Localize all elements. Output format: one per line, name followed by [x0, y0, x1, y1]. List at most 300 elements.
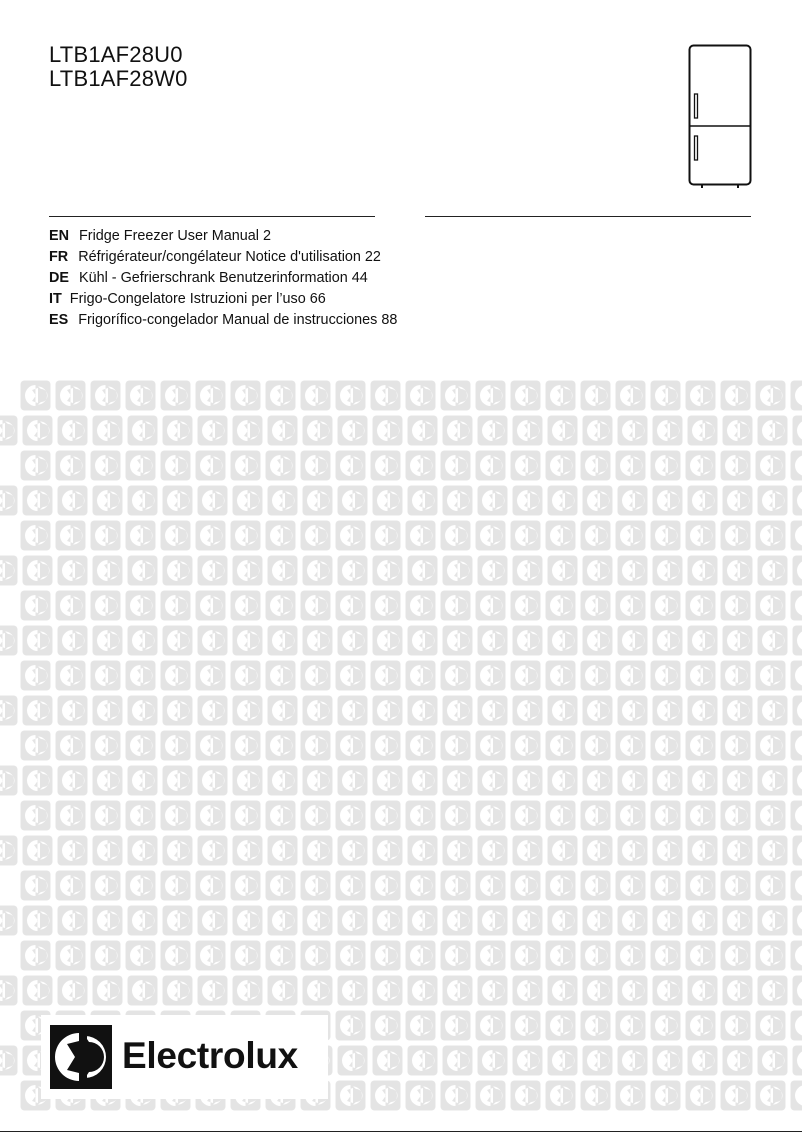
electrolux-pattern-icon: [440, 1010, 471, 1041]
electrolux-pattern-icon: [442, 975, 473, 1006]
electrolux-pattern-icon: [547, 765, 578, 796]
electrolux-pattern-icon: [92, 485, 123, 516]
electrolux-pattern-icon: [722, 555, 753, 586]
electrolux-pattern-icon: [92, 555, 123, 586]
electrolux-pattern-icon: [475, 800, 506, 831]
electrolux-pattern-icon: [790, 1010, 802, 1041]
electrolux-pattern-icon: [405, 520, 436, 551]
electrolux-pattern-icon: [22, 975, 53, 1006]
electrolux-pattern-icon: [125, 450, 156, 481]
electrolux-pattern-icon: [652, 975, 683, 1006]
electrolux-pattern-icon: [232, 625, 263, 656]
electrolux-pattern-icon: [755, 870, 786, 901]
divider-left: [49, 216, 375, 217]
electrolux-pattern-icon: [790, 940, 802, 971]
electrolux-pattern-icon: [477, 485, 508, 516]
electrolux-pattern-icon: [615, 1010, 646, 1041]
electrolux-pattern-icon: [475, 940, 506, 971]
electrolux-pattern-icon: [792, 695, 802, 726]
electrolux-pattern-icon: [335, 800, 366, 831]
electrolux-pattern-icon: [790, 380, 802, 411]
electrolux-pattern-icon: [370, 590, 401, 621]
electrolux-pattern-icon: [127, 905, 158, 936]
electrolux-pattern-icon: [195, 800, 226, 831]
electrolux-pattern-icon: [790, 1080, 802, 1111]
electrolux-pattern-icon: [125, 380, 156, 411]
fridge-freezer-icon: [688, 44, 752, 188]
electrolux-pattern-icon: [405, 660, 436, 691]
electrolux-pattern-icon: [442, 835, 473, 866]
electrolux-pattern-icon: [755, 940, 786, 971]
electrolux-pattern-icon: [0, 415, 18, 446]
language-title: Frigo-Congelatore Istruzioni per l’uso 66: [69, 291, 326, 307]
electrolux-pattern-icon: [615, 660, 646, 691]
electrolux-pattern-icon: [720, 660, 751, 691]
electrolux-pattern-icon: [405, 940, 436, 971]
electrolux-pattern-icon: [90, 450, 121, 481]
electrolux-pattern-icon: [722, 695, 753, 726]
electrolux-pattern-icon: [335, 870, 366, 901]
electrolux-pattern-icon: [127, 695, 158, 726]
electrolux-pattern-icon: [580, 800, 611, 831]
electrolux-pattern-icon: [55, 730, 86, 761]
electrolux-pattern-icon: [267, 485, 298, 516]
electrolux-pattern-icon: [337, 835, 368, 866]
electrolux-pattern-icon: [300, 590, 331, 621]
electrolux-pattern-icon: [722, 765, 753, 796]
electrolux-pattern-icon: [547, 905, 578, 936]
electrolux-pattern-icon: [407, 765, 438, 796]
electrolux-pattern-icon: [615, 380, 646, 411]
electrolux-pattern-icon: [407, 975, 438, 1006]
electrolux-pattern-icon: [792, 555, 802, 586]
electrolux-pattern-icon: [442, 555, 473, 586]
electrolux-pattern-icon: [580, 380, 611, 411]
electrolux-pattern-icon: [792, 905, 802, 936]
electrolux-pattern-icon: [580, 870, 611, 901]
electrolux-pattern-icon: [337, 695, 368, 726]
electrolux-pattern-icon: [440, 800, 471, 831]
divider-right: [425, 216, 751, 217]
electrolux-pattern-icon: [652, 415, 683, 446]
electrolux-pattern-icon: [232, 835, 263, 866]
electrolux-pattern-icon: [405, 590, 436, 621]
electrolux-pattern-icon: [790, 450, 802, 481]
electrolux-pattern-icon: [547, 485, 578, 516]
electrolux-pattern-icon: [267, 625, 298, 656]
electrolux-pattern-icon: [230, 800, 261, 831]
electrolux-pattern-icon: [337, 555, 368, 586]
electrolux-pattern-icon: [582, 695, 613, 726]
electrolux-pattern-icon: [617, 625, 648, 656]
electrolux-pattern-icon: [370, 660, 401, 691]
electrolux-pattern-icon: [160, 800, 191, 831]
electrolux-pattern-icon: [92, 625, 123, 656]
electrolux-pattern-icon: [687, 905, 718, 936]
electrolux-pattern-icon: [265, 520, 296, 551]
electrolux-pattern-icon: [720, 590, 751, 621]
electrolux-pattern-icon: [687, 975, 718, 1006]
electrolux-pattern-icon: [617, 1045, 648, 1076]
electrolux-pattern-icon: [512, 415, 543, 446]
electrolux-pattern-icon: [720, 1080, 751, 1111]
electrolux-pattern-icon: [302, 835, 333, 866]
electrolux-pattern-icon: [440, 730, 471, 761]
electrolux-pattern-icon: [0, 975, 18, 1006]
electrolux-pattern-icon: [722, 485, 753, 516]
electrolux-pattern-icon: [160, 380, 191, 411]
electrolux-pattern-icon: [267, 695, 298, 726]
electrolux-pattern-icon: [650, 1080, 681, 1111]
electrolux-pattern-icon: [545, 730, 576, 761]
electrolux-pattern-icon: [195, 870, 226, 901]
model-number: LTB1AF28W0: [49, 66, 188, 91]
electrolux-pattern-icon: [370, 520, 401, 551]
electrolux-pattern-icon: [512, 765, 543, 796]
electrolux-pattern-icon: [0, 765, 18, 796]
electrolux-pattern-icon: [92, 905, 123, 936]
electrolux-pattern-icon: [580, 730, 611, 761]
electrolux-pattern-icon: [547, 415, 578, 446]
electrolux-pattern-icon: [582, 975, 613, 1006]
electrolux-pattern-icon: [20, 940, 51, 971]
electrolux-pattern-icon: [20, 590, 51, 621]
electrolux-pattern-icon: [475, 520, 506, 551]
electrolux-pattern-icon: [407, 555, 438, 586]
electrolux-pattern-icon: [90, 940, 121, 971]
language-code: ES: [49, 312, 69, 328]
electrolux-pattern-icon: [197, 625, 228, 656]
electrolux-pattern-icon: [650, 730, 681, 761]
electrolux-pattern-icon: [722, 415, 753, 446]
electrolux-pattern-icon: [792, 1045, 802, 1076]
electrolux-pattern-icon: [617, 415, 648, 446]
electrolux-pattern-icon: [127, 555, 158, 586]
electrolux-pattern-icon: [267, 765, 298, 796]
electrolux-pattern-icon: [685, 520, 716, 551]
electrolux-pattern-icon: [757, 975, 788, 1006]
electrolux-pattern-icon: [547, 625, 578, 656]
electrolux-pattern-icon: [195, 520, 226, 551]
electrolux-pattern-icon: [302, 415, 333, 446]
electrolux-pattern-icon: [197, 835, 228, 866]
electrolux-pattern-icon: [20, 870, 51, 901]
electrolux-pattern-icon: [722, 625, 753, 656]
electrolux-pattern-icon: [790, 870, 802, 901]
electrolux-pattern-icon: [232, 975, 263, 1006]
electrolux-pattern-icon: [265, 800, 296, 831]
electrolux-pattern-icon: [720, 940, 751, 971]
electrolux-pattern-icon: [335, 660, 366, 691]
electrolux-pattern-icon: [265, 380, 296, 411]
electrolux-pattern-icon: [475, 590, 506, 621]
electrolux-pattern-icon: [55, 660, 86, 691]
electrolux-pattern-icon: [300, 800, 331, 831]
electrolux-pattern-icon: [300, 940, 331, 971]
electrolux-pattern-icon: [372, 975, 403, 1006]
electrolux-pattern-icon: [477, 625, 508, 656]
electrolux-pattern-icon: [302, 695, 333, 726]
electrolux-pattern-icon: [90, 660, 121, 691]
electrolux-pattern-icon: [230, 380, 261, 411]
electrolux-pattern-icon: [687, 1045, 718, 1076]
electrolux-pattern-icon: [230, 520, 261, 551]
electrolux-pattern-icon: [230, 590, 261, 621]
electrolux-pattern-icon: [125, 800, 156, 831]
electrolux-pattern-icon: [0, 485, 18, 516]
electrolux-pattern-icon: [372, 555, 403, 586]
electrolux-pattern-icon: [442, 905, 473, 936]
electrolux-pattern-icon: [545, 940, 576, 971]
electrolux-pattern-icon: [57, 765, 88, 796]
electrolux-pattern-icon: [650, 870, 681, 901]
electrolux-pattern-icon: [650, 380, 681, 411]
electrolux-pattern-icon: [617, 765, 648, 796]
electrolux-pattern-icon: [617, 905, 648, 936]
electrolux-pattern-icon: [92, 835, 123, 866]
electrolux-pattern-icon: [757, 1045, 788, 1076]
electrolux-pattern-icon: [232, 905, 263, 936]
electrolux-pattern-icon: [335, 520, 366, 551]
electrolux-pattern-icon: [510, 870, 541, 901]
electrolux-pattern-icon: [90, 800, 121, 831]
electrolux-pattern-icon: [615, 870, 646, 901]
electrolux-pattern-icon: [162, 975, 193, 1006]
electrolux-pattern-icon: [265, 660, 296, 691]
electrolux-pattern-icon: [337, 485, 368, 516]
electrolux-pattern-icon: [407, 485, 438, 516]
electrolux-pattern-icon: [650, 450, 681, 481]
electrolux-pattern-icon: [405, 450, 436, 481]
electrolux-pattern-icon: [722, 975, 753, 1006]
electrolux-pattern-icon: [230, 870, 261, 901]
electrolux-pattern-icon: [440, 520, 471, 551]
electrolux-pattern-icon: [372, 905, 403, 936]
electrolux-pattern-icon: [547, 835, 578, 866]
electrolux-pattern-icon: [475, 380, 506, 411]
electrolux-pattern-icon: [57, 415, 88, 446]
electrolux-pattern-icon: [617, 485, 648, 516]
electrolux-pattern-icon: [372, 485, 403, 516]
electrolux-pattern-icon: [510, 660, 541, 691]
electrolux-pattern-icon: [440, 1080, 471, 1111]
electrolux-pattern-icon: [475, 870, 506, 901]
electrolux-pattern-icon: [512, 1045, 543, 1076]
electrolux-pattern-icon: [545, 450, 576, 481]
electrolux-pattern-icon: [370, 730, 401, 761]
electrolux-pattern-icon: [477, 975, 508, 1006]
electrolux-pattern-icon: [127, 625, 158, 656]
electrolux-pattern-icon: [477, 555, 508, 586]
electrolux-pattern-icon: [580, 590, 611, 621]
electrolux-pattern-icon: [442, 765, 473, 796]
electrolux-pattern-icon: [162, 905, 193, 936]
electrolux-pattern-icon: [265, 940, 296, 971]
electrolux-pattern-icon: [685, 800, 716, 831]
language-entry-fr: [49, 247, 397, 268]
electrolux-pattern-icon: [755, 730, 786, 761]
electrolux-pattern-icon: [545, 800, 576, 831]
electrolux-pattern-icon: [160, 730, 191, 761]
electrolux-pattern-icon: [195, 730, 226, 761]
electrolux-pattern-icon: [687, 835, 718, 866]
electrolux-pattern-icon: [197, 555, 228, 586]
electrolux-pattern-icon: [477, 905, 508, 936]
electrolux-pattern-icon: [20, 800, 51, 831]
electrolux-pattern-icon: [790, 590, 802, 621]
electrolux-pattern-icon: [582, 415, 613, 446]
electrolux-pattern-icon: [512, 835, 543, 866]
electrolux-pattern-icon: [757, 415, 788, 446]
electrolux-pattern-icon: [0, 695, 18, 726]
electrolux-pattern-icon: [687, 695, 718, 726]
language-entry-de: [49, 268, 397, 289]
electrolux-pattern-icon: [407, 905, 438, 936]
electrolux-pattern-icon: [337, 625, 368, 656]
electrolux-pattern-icon: [722, 835, 753, 866]
electrolux-pattern-icon: [127, 975, 158, 1006]
electrolux-pattern-icon: [510, 1010, 541, 1041]
electrolux-pattern-icon: [162, 415, 193, 446]
electrolux-pattern-icon: [162, 485, 193, 516]
electrolux-pattern-icon: [57, 555, 88, 586]
electrolux-pattern-icon: [125, 730, 156, 761]
electrolux-pattern-icon: [337, 905, 368, 936]
electrolux-pattern-icon: [440, 940, 471, 971]
electrolux-pattern-icon: [22, 905, 53, 936]
electrolux-pattern-icon: [442, 485, 473, 516]
electrolux-pattern-icon: [792, 485, 802, 516]
language-code: DE: [49, 270, 69, 286]
electrolux-pattern-icon: [127, 765, 158, 796]
electrolux-pattern-icon: [582, 905, 613, 936]
electrolux-pattern-icon: [790, 660, 802, 691]
electrolux-pattern-icon: [440, 380, 471, 411]
electrolux-pattern-icon: [230, 660, 261, 691]
electrolux-pattern-icon: [510, 730, 541, 761]
language-code: EN: [49, 228, 69, 244]
electrolux-pattern-icon: [302, 485, 333, 516]
model-number: LTB1AF28U0: [49, 42, 183, 67]
electrolux-pattern-icon: [580, 660, 611, 691]
electrolux-pattern-icon: [405, 730, 436, 761]
electrolux-pattern-icon: [55, 380, 86, 411]
electrolux-pattern-icon: [757, 695, 788, 726]
electrolux-pattern-icon: [370, 1010, 401, 1041]
electrolux-pattern-icon: [757, 485, 788, 516]
electrolux-pattern-icon: [582, 765, 613, 796]
electrolux-pattern-icon: [230, 730, 261, 761]
electrolux-pattern-icon: [337, 1045, 368, 1076]
electrolux-pattern-icon: [125, 870, 156, 901]
electrolux-pattern-icon: [720, 520, 751, 551]
electrolux-pattern-icon: [57, 485, 88, 516]
electrolux-pattern-icon: [755, 660, 786, 691]
electrolux-pattern-icon: [477, 1045, 508, 1076]
language-code: FR: [49, 249, 69, 265]
electrolux-pattern-icon: [442, 695, 473, 726]
electrolux-pattern-icon: [687, 625, 718, 656]
electrolux-pattern-icon: [582, 485, 613, 516]
electrolux-pattern-icon: [475, 450, 506, 481]
electrolux-pattern-icon: [547, 1045, 578, 1076]
electrolux-pattern-icon: [757, 835, 788, 866]
electrolux-pattern-icon: [475, 660, 506, 691]
electrolux-pattern-icon: [510, 380, 541, 411]
electrolux-pattern-icon: [407, 415, 438, 446]
electrolux-pattern-icon: [267, 975, 298, 1006]
electrolux-pattern-icon: [790, 800, 802, 831]
electrolux-pattern-icon: [0, 905, 18, 936]
electrolux-pattern-icon: [55, 870, 86, 901]
electrolux-pattern-icon: [372, 835, 403, 866]
electrolux-pattern-icon: [195, 450, 226, 481]
electrolux-pattern-icon: [92, 695, 123, 726]
electrolux-pattern-icon: [442, 1045, 473, 1076]
electrolux-pattern-icon: [302, 975, 333, 1006]
electrolux-pattern-icon: [197, 765, 228, 796]
electrolux-pattern-icon: [720, 380, 751, 411]
electrolux-pattern-icon: [197, 905, 228, 936]
electrolux-pattern-icon: [57, 905, 88, 936]
language-entry-es: [49, 310, 397, 331]
language-index: [49, 226, 397, 331]
electrolux-pattern-icon: [20, 380, 51, 411]
electrolux-pattern-icon: [22, 415, 53, 446]
electrolux-pattern-icon: [615, 520, 646, 551]
electrolux-pattern-icon: [475, 1010, 506, 1041]
electrolux-pattern-icon: [195, 380, 226, 411]
electrolux-pattern-icon: [232, 485, 263, 516]
electrolux-pattern-icon: [615, 730, 646, 761]
electrolux-pattern-icon: [265, 590, 296, 621]
electrolux-pattern-icon: [55, 590, 86, 621]
electrolux-pattern-icon: [337, 975, 368, 1006]
electrolux-pattern-icon: [687, 765, 718, 796]
electrolux-pattern-icon: [22, 485, 53, 516]
electrolux-pattern-icon: [162, 695, 193, 726]
electrolux-pattern-icon: [580, 1080, 611, 1111]
electrolux-pattern-icon: [127, 485, 158, 516]
electrolux-pattern-icon: [652, 835, 683, 866]
electrolux-pattern-icon: [335, 380, 366, 411]
electrolux-pattern-icon: [582, 625, 613, 656]
electrolux-pattern-icon: [510, 450, 541, 481]
electrolux-pattern-icon: [580, 1010, 611, 1041]
electrolux-pattern-icon: [792, 835, 802, 866]
electrolux-pattern-icon: [652, 555, 683, 586]
electrolux-pattern-icon: [545, 380, 576, 411]
electrolux-pattern-icon: [22, 835, 53, 866]
electrolux-pattern-icon: [370, 450, 401, 481]
language-title: Frigorífico-congelador Manual de instrucciones 88: [78, 312, 398, 328]
electrolux-pattern-icon: [442, 415, 473, 446]
electrolux-pattern-icon: [652, 625, 683, 656]
electrolux-pattern-icon: [512, 695, 543, 726]
electrolux-pattern-icon: [407, 625, 438, 656]
electrolux-pattern-icon: [650, 660, 681, 691]
electrolux-pattern-icon: [20, 520, 51, 551]
electrolux-pattern-icon: [300, 380, 331, 411]
electrolux-pattern-icon: [22, 695, 53, 726]
language-title: Fridge Freezer User Manual 2: [79, 228, 271, 244]
electrolux-pattern-icon: [722, 905, 753, 936]
electrolux-pattern-icon: [685, 730, 716, 761]
electrolux-pattern-icon: [652, 765, 683, 796]
electrolux-pattern-icon: [405, 380, 436, 411]
electrolux-pattern-icon: [125, 590, 156, 621]
electrolux-pattern-icon: [545, 660, 576, 691]
